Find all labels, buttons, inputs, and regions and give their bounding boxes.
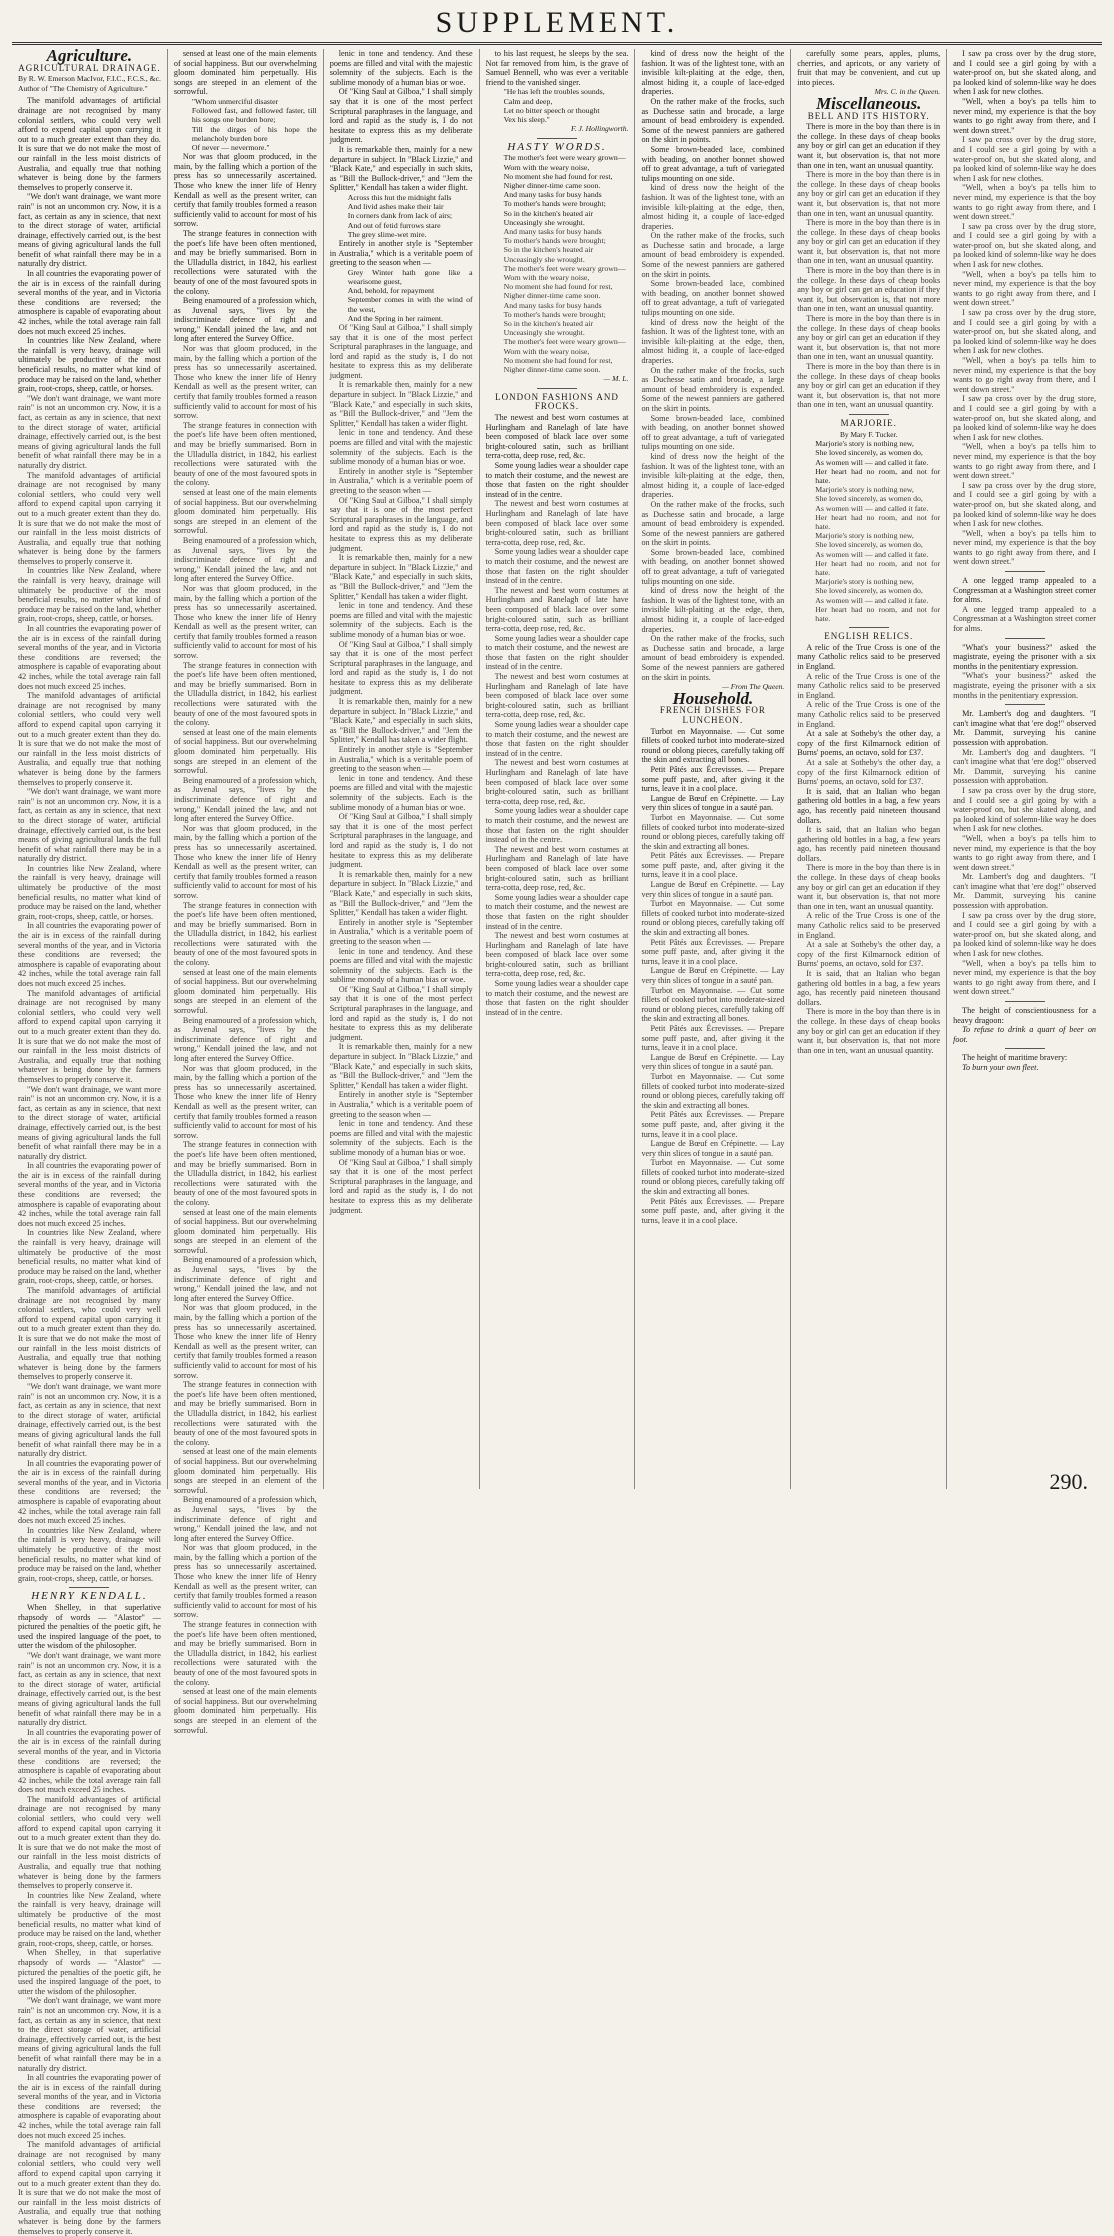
paragraph: It is remarkable then, mainly for a new departure in subject. In "Black Lizzie," and "Black Kate," and especially in such skits, as "Bill the Bullock-driver," and "Jem the Splitter," Kendall has taken a wider flight. [329,1042,473,1090]
verse-line: Till the dirges of his hope the melancholy burden bore [191,124,317,143]
paragraph: Some young ladies wear a shoulder cape to match their costume, and the newest are those that fasten on the right shoulder instead of in the centre. [485,547,629,586]
paragraph: In all countries the evaporating power of the air is in excess of the rainfall during several months of the year, and in Victoria these conditions are reversed; the atmosphere is capable of evaporating about 42 inches, while the total average rain fall does not much exceed 25 inches. [18,624,161,691]
paragraph: Nor was that gloom produced, in the main, by the falling which a portion of the press has so unnecessarily ascertained. Those who knew the inner life of Henry Kendall as well as the present writer, can certify that family troubles formed a reason sufficiently valid to account for most of his sorrow. [173,1543,317,1620]
paragraph: Turbot en Mayonnaise. — Cut some fillets of cooked turbot into moderate-sized round or oblong pieces, carefully taking off the skin and extracting all bones. [641,899,785,938]
poem-verse [486,153,629,227]
divider [849,627,889,628]
attribution: Mrs. C. in the Queen. [874,87,941,97]
paragraph: Langue de Bœuf en Crépinette. — Lay very thin slices of tongue in a sauté pan. [641,880,785,899]
verse-line: And livid ashes make their lair [347,202,444,212]
verse-line: No moment she had found for rest, [503,282,613,292]
paragraph: The strange features in connection with the poet's life have been often mentioned, and may be briefly summarised. Born in the Ulladulla district, in 1842, his earliest recollections were saturated with the beauty of one of the most favoured spots in the colony. [173,1380,317,1447]
paragraph: sensed at least one of the main elements of social happiness. But our overwhelming gloom dominated him perpetually. His songs are steeped in an element of the sorrowful. [173,49,317,97]
paragraph: In countries like New Zealand, where the rainfall is very heavy, drainage will ultimately be productive of the most beneficial results, no matter what kind of produce may be raised on the land, whether grain, root-crops, sheep, cattle, or horses. [18,1525,161,1583]
paragraph: In all countries the evaporating power of the air is in excess of the rainfall during several months of the year, and in Victoria these conditions are reversed; the atmosphere is capable of evaporating about 42 inches, while the total average rain fall does not much exceed 25 inches. [18,921,161,988]
paragraph: "What's your business?" asked the magistrate, eyeing the prisoner with a six months in the penitentiary expression. [953,642,1097,671]
verse-line: Across this hut the midnight falls [347,192,452,202]
paragraph: The manifold advantages of artificial drainage are not recognised by many colonial settlers, who could very well afford to expend capital upon carrying it out to a much greater extent than they do. It is sure that we do not make the most of our rainfall in the less moist districts of Australia, and equally true that nothing whatever is being done by the farmers themselves to properly conserve it. [18,1794,161,1891]
paragraph: kind of dress now the height of the fashion. It was of the lightest tone, with an invisible kilt-plaiting at the edge, then, almost hiding it, a couple of lace-edged draperies. [641,586,785,634]
verse-line: "Whom unmerciful disaster [191,96,279,106]
paragraph: Some brown-beaded lace, combined with beading, on another bonnet showed off to great advantage, a tuft of variegated tulips mounting on one side. [641,144,785,183]
paragraph: "We don't want drainage, we want more rain" is not an uncommon cry. Now, it is a fact, as certain as any in science, that next to the direct storage of water, artificial drainage, effectively carried out, is the best means of giving agricultural lands the full benefit of what rainfall there may be in a naturally dry district. [18,787,161,864]
verse-line: And, behold, for repayment [347,286,435,296]
verse-line: Let no bitter speech or thought [503,105,600,115]
paragraph: "Well, when a boy's pa tells him to never mind, my experience is that the boy wants to go right away from there, and I went down street." [953,356,1097,394]
paragraph: A one legged tramp appealed to a Congressman at a Washington street corner for alms. [953,604,1097,634]
paragraph: On the rather make of the frocks, such as Duchesse satin and brocade, a large amount of bead embroidery is expended. Some of the newest panniers are gathered on the skirt in points. [641,365,785,413]
article-title-bell: BELL AND ITS HISTORY. [807,110,930,121]
section-heading-household: Household. [672,688,754,708]
article-title-drainage: AGRICULTURAL DRAINAGE. [18,62,161,73]
paragraph: Entirely in another style is "September in Australia," which is a veritable poem of greeting to the season when — [329,466,473,496]
paragraph: Petit Pâtés aux Écrevisses. — Prepare some puff paste, and, after giving it the turns, leave it in a cool place. [641,851,785,880]
paragraph: In countries like New Zealand, where the rainfall is very heavy, drainage will ultimately be productive of the most beneficial results, no matter what kind of produce may be raised on the land, whether grain, root-crops, sheep, cattle, or horses. [18,336,161,394]
poem-verse [330,268,473,323]
paragraph: sensed at least one of the main elements of social happiness. But our overwhelming gloom dominated him perpetually. His songs are steeped in an element of the sorrowful. [173,967,317,1016]
paragraph: To refuse to drink a quart of beer on foot. [953,1025,1097,1044]
paragraph: I saw pa cross over by the drug store, and I could see a girl going by with a water-proof on, but she skated along, and pa looked kind of solemn-like way he does when I ask for new clothes. [953,135,1097,183]
paragraph: The strange features in connection with the poet's life have been often mentioned, and may be briefly summarised. Born in the Ulladulla district, in 1842, his earliest recollections were saturated with the beauty of one of the most favoured spots in the colony. [173,228,317,296]
paragraph: I saw pa cross over by the drug store, and I could see a girl going by with a water-proof on, but she skated along, and pa looked kind of solemn-like way he does when I ask for new clothes. [953,308,1097,356]
paragraph: "Well, when a boy's pa tells him to never mind, my experience is that the boy wants to go right away from there, and I went down street." [953,442,1097,481]
paragraph: "Well, when a boy's pa tells him to never mind, my experience is that the boy wants to go right away from there, and I went down street." [953,96,1097,135]
paragraph: Mr. Lambert's dog and daughters. "I can't imagine what that 'ere dog!" observed Mr. Dammit, surveying his canine possession with approbation. [953,709,1097,747]
verse-line: Unceasingly she wrought. [503,254,585,264]
paragraph: Entirely in another style is "September in Australia," which is a veritable poem of greeting to the season when — [329,1090,473,1119]
divider [537,388,577,389]
paragraph: lenic in tone and tendency. And these poems are filled and vital with the majestic solemnity of the subjects. Each is the sublime monody of a human bias or woe. [329,773,473,812]
paragraph: I saw pa cross over by the drug store, and I could see a girl going by with a water-proof on, but she skated along, and pa looked kind of solemn-like way he does when I ask for new clothes. [953,785,1097,834]
verse-line: Nigher dinner-time came soon. [503,291,601,301]
verse-line: Worn with the weary noise, [503,162,590,172]
verse-line: And the Spring in her raiment. [347,313,443,323]
paragraph: The strange features in connection with the poet's life have been often mentioned, and may be briefly summarised. Born in the Ulladulla district, in 1842, his earliest recollections were saturated with the beauty of one of the most favoured spots in the colony. [173,660,317,728]
column-2 [168,49,324,1735]
paragraph: In countries like New Zealand, where the rainfall is very heavy, drainage will ultimately be productive of the most beneficial results, no matter what kind of produce may be raised on the land, whether grain, root-crops, sheep, cattle, or horses. [18,1228,161,1286]
paragraph: Some young ladies wear a shoulder cape to match their costume, and the newest are those that fasten on the right shoulder instead of in the centre. [485,979,629,1017]
column-3 [324,49,480,1489]
paragraph: Some young ladies wear a shoulder cape to match their costume, and the newest are those that fasten on the right shoulder instead of in the centre. [485,806,629,845]
column-4 [480,49,636,1489]
paragraph: Petit Pâtés aux Écrevisses. — Prepare some puff paste, and, after giving it the turns, leave it in a cool place. [641,764,785,794]
paragraph: The newest and best worn costumes at Hurlingham and Ranelagh of late have been composed of black lace over some bright-coloured satin, such as brilliant terra-cotta, deep rose, red, &c. [485,844,629,893]
paragraph: sensed at least one of the main elements of social happiness. But our overwhelming gloom dominated him perpetually. His songs are steeped in an element of the sorrowful. [173,1207,317,1255]
paragraph: Nor was that gloom produced, in the main, by the falling which a portion of the press has so unnecessarily ascertained. Those who knew the inner life of Henry Kendall as well as the present writer, can certify that family troubles formed a reason sufficiently valid to account for most of his sorrow. [173,344,317,421]
verse-line: She loved sincerely, as women do, [815,494,923,504]
poem-verse [486,87,629,124]
verse-line: Calm and deep, [503,96,553,106]
paragraph: "Well, when a boy's pa tells him to never mind, my experience is that the boy wants to go right away from there, and I went down street." [953,183,1097,222]
paragraph: A one legged tramp appealed to a Congressman at a Washington street corner for alms. [953,576,1097,605]
poem-title-hasty-words: HASTY WORDS. [507,140,607,153]
paragraph: Being enamoured of a profession which, as Juvenal says, "lives by the indiscriminate defence of right and wrong," Kendall joined the law, and not long after entered the Survey Office. [173,535,317,584]
paragraph: carefully some pears, apples, plums, cherries, and apricots, or any variety of fruit that may be convenient, and cut up into pieces. [797,49,941,87]
verse-line: Her heart had no room, and not for hate. [815,558,941,577]
paragraph: In all countries the evaporating power of the air is in excess of the rainfall during several months of the year, and in Victoria these conditions are reversed; the atmosphere is capable of evaporating about 42 inches, while the total average rain fall does not much exceed 25 inches. [18,1458,161,1526]
verse-line: She loved sincerely, as women do, [815,540,923,550]
paragraph: In countries like New Zealand, where the rainfall is very heavy, drainage will ultimately be productive of the most beneficial results, no matter what kind of produce may be raised on the land, whether grain, root-crops, sheep, cattle, or horses. [18,566,161,624]
paragraph: Turbot en Mayonnaise. — Cut some fillets of cooked turbot into moderate-sized round or oblong pieces, carefully taking off the skin and extracting all bones. [641,726,785,765]
verse-line: And many tasks for busy hands [503,190,602,200]
paragraph: The strange features in connection with the poet's life have been often mentioned, and may be briefly summarised. Born in the Ulladulla district, in 1842, his earliest recollections were saturated with the beauty of one of the most favoured spots in the colony. [173,1620,317,1687]
verse-line: To mother's hands were brought; [503,199,606,209]
paragraph: Entirely in another style is "September in Australia," which is a veritable poem of greeting to the season when — [329,917,473,946]
section-heading-miscellaneous: Miscellaneous. [816,93,922,113]
paragraph: "What's your business?" asked the magistrate, eyeing the prisoner with a six months in the penitentiary expression. [953,671,1097,700]
paragraph: In all countries the evaporating power of the air is in excess of the rainfall during several months of the year, and in Victoria these conditions are reversed; the atmosphere is capable of evaporating about 42 inches, while the total average rain fall does not much exceed 25 inches. [18,1727,161,1795]
verse-line: As women will — and called it fate. [815,595,929,605]
verse-line: To mother's hands were brought; [503,309,606,319]
paragraph: To burn your own fleet. [962,1062,1039,1072]
paragraph: Turbot en Mayonnaise. — Cut some fillets of cooked turbot into moderate-sized round or oblong pieces, carefully taking off the skin and extracting all bones. [641,985,785,1024]
paragraph: At a sale at Sotheby's the other day, a copy of the first Kilmarnock edition of Burns' poems, an octavo, sold for £37. [797,940,941,969]
paragraph: In all countries the evaporating power of the air is in excess of the rainfall during several months of the year, and in Victoria these conditions are reversed; the atmosphere is capable of evaporating about 42 inches, while the total average rain fall does not much exceed 25 inches. [18,269,161,336]
paragraph: Of "King Saul at Gilboa," I shall simply say that it is one of the most perfect Scriptural paraphrases in the language, and lord and rapid as the study is, I do not hesitate to express this as my deliberate judgment. [329,812,473,870]
paragraph: It is remarkable then, mainly for a new departure in subject. In "Black Lizzie," and "Black Kate," and especially in such skits, as "Bill the Bullock-driver," and "Jem the Splitter," Kendall has taken a wider flight. [329,380,473,428]
paragraph: On the rather make of the frocks, such as Duchesse satin and brocade, a large amount of bead embroidery is expended. Some of the newest panniers are gathered on the skirt in points. [641,499,785,548]
paragraph: Petit Pâtés aux Écrevisses. — Prepare some puff paste, and, after giving it the turns, leave it in a cool place. [641,1110,785,1139]
paragraph: On the rather make of the frocks, such as Duchesse satin and brocade, a large amount of bead embroidery is expended. Some of the newest panniers are gathered on the skirt in points. [641,634,785,682]
paragraph: On the rather make of the frocks, such as Duchesse satin and brocade, a large amount of bead embroidery is expended. Some of the newest panniers are gathered on the skirt in points. [641,231,785,279]
attribution: — M. L. [603,374,629,384]
paragraph: Mr. Lambert's dog and daughters. "I can't imagine what that 'ere dog!" observed Mr. Dammit, surveying his canine possession with approbation. [953,872,1097,911]
paragraph: kind of dress now the height of the fashion. It was of the lightest tone, with an invisible kilt-plaiting at the edge, then, almost hiding it, a couple of lace-edged draperies. [641,49,785,97]
byline: By Mary F. Tucker. [839,429,898,439]
paragraph: A relic of the True Cross is one of the many Catholic relics said to be preserved in England. [797,911,941,940]
paragraph: There is more in the boy than there is in the college. In these days of cheap books any boy or girl can get an education if they want it, but observation is, that not more than one in ten, want an unusual quantity. [797,863,941,911]
verse-line: As women will — and called it fate. [815,503,929,513]
verse-line: Her heart had no room, and not for hate. [815,604,941,624]
paragraph: The strange features in connection with the poet's life have been often mentioned, and may be briefly summarised. Born in the Ulladulla district, in 1842, his earliest recollections were saturated with the beauty of one of the most favoured spots in the colony. [173,420,317,488]
paragraph: Nor was that gloom produced, in the main, by the falling which a portion of the press has so unnecessarily ascertained. Those who knew the inner life of Henry Kendall as well as the present writer, can certify that family troubles formed a reason sufficiently valid to account for most of his sorrow. [173,583,317,661]
paragraph: Turbot en Mayonnaise. — Cut some fillets of cooked turbot into moderate-sized round or oblong pieces, carefully taking off the skin and extracting all bones. [641,812,785,851]
paragraph: Of "King Saul at Gilboa," I shall simply say that it is one of the most perfect Scriptural paraphrases in the language, and lord and rapid as the study is, I do not hesitate to express this as my deliberate judgment. [329,1157,473,1215]
divider [1005,704,1045,705]
paragraph: It is remarkable then, mainly for a new departure in subject. In "Black Lizzie," and "Black Kate," and especially in such skits, as "Bill the Bullock-driver," and "Jem the Splitter," Kendall has taken a wider flight. [329,144,473,193]
paragraph: At a sale at Sotheby's the other day, a copy of the first Kilmarnock edition of Burns' poems, an octavo, sold for £37. [797,757,941,787]
paragraph: sensed at least one of the main elements of social happiness. But our overwhelming gloom dominated him perpetually. His songs are steeped in an element of the sorrowful. [173,1447,317,1495]
column-5 [635,49,791,1489]
paragraph: kind of dress now the height of the fashion. It was of the lightest tone, with an invisible kilt-plaiting at the edge, then, almost hiding it, a couple of lace-edged draperies. [641,451,785,500]
divider [849,414,889,415]
paragraph: When Shelley, in that superlative rhapsody of words — "Alastor" — pictured the penalties of the poetic gift, he used the inspired language of the poet, to utter the wisdom of the philosopher. [18,1948,161,1996]
paragraph: lenic in tone and tendency. And these poems are filled and vital with the majestic solemnity of the subjects. Each is the sublime monody of a human bias or woe. [329,601,473,639]
paragraph: kind of dress now the height of the fashion. It was of the lightest tone, with an invisible kilt-plaiting at the edge, then, almost hiding it, a couple of lace-edged draperies. [641,317,785,365]
verse-line: Her heart had no room, and not for hate. [815,466,941,485]
paragraph: The newest and best worn costumes at Hurlingham and Ranelagh of late have been composed of black lace over some bright-coloured satin, such as brilliant terra-cotta, deep rose, red, &c. [485,413,629,461]
paragraph: Some brown-beaded lace, combined with beading, on another bonnet showed off to great advantage, a tuft of variegated tulips mounting on one side. [641,413,785,452]
paragraph: Some brown-beaded lace, combined with beading, on another bonnet showed off to great advantage, a tuft of variegated tulips mounting on one side. [641,547,785,586]
paragraph: lenic in tone and tendency. And these poems are filled and vital with the majestic solemnity of the subjects. Each is the sublime monody of a human bias or woe. [329,946,473,985]
paragraph: It is said, that an Italian who began gathering old bottles in a bag, a few years ago, has recently paid nineteen thousand dollars. [797,825,941,863]
paragraph: In countries like New Zealand, where the rainfall is very heavy, drainage will ultimately be productive of the most beneficial results, no matter what kind of produce may be raised on the land, whether grain, root-crops, sheep, cattle, or horses. [18,863,161,921]
attribution: — From The Queen. [722,682,785,692]
paragraph: I saw pa cross over by the drug store, and I could see a girl going by with a water-proof on, but she skated along, and pa looked kind of solemn-like way he does when I ask for new clothes. [953,49,1097,97]
paragraph: lenic in tone and tendency. And these poems are filled and vital with the majestic solemnity of the subjects. Each is the sublime monody of a human bias or woe. [329,1119,473,1157]
paragraph: "We don't want drainage, we want more rain" is not an uncommon cry. Now, it is a fact, as certain as any in science, that next to the direct storage of water, artificial drainage, effectively carried out, is the best means of giving agricultural lands the full benefit of what rainfall there may be in a naturally dry district. [18,393,161,470]
paragraph: It is remarkable then, mainly for a new departure in subject. In "Black Lizzie," and "Black Kate," and especially in such skits, as "Bill the Bullock-driver," and "Jem the Splitter," Kendall has taken a wider flight. [329,869,473,918]
poem-verse [174,97,317,152]
paragraph: sensed at least one of the main elements of social happiness. But our overwhelming gloom dominated him perpetually. His songs are steeped in an element of the sorrowful. [173,727,317,776]
paragraph: to his last request, he sleeps by the sea. Not far removed from him, is the grave of Samuel Bennell, who was ever a veritable friend to the vanished singer. [485,49,629,87]
paragraph: It is remarkable then, mainly for a new departure in subject. In "Black Lizzie," and "Black Kate," and especially in such skits, as "Bill the Bullock-driver," and "Jem the Splitter," Kendall has taken a wider flight. [329,553,473,601]
verse-line: She loved sincerely, as women do, [815,448,923,458]
paragraph: sensed at least one of the main elements of social happiness. But our overwhelming gloom dominated him perpetually. His songs are steeped in an element of the sorrowful. [173,487,317,536]
verse-line: Marjorie's story is nothing new, [815,439,914,449]
poem-verse [797,485,940,623]
paragraph: The strange features in connection with the poet's life have been often mentioned, and may be briefly summarised. Born in the Ulladulla district, in 1842, his earliest recollections were saturated with the beauty of one of the most favoured spots in the colony. [173,900,317,968]
paragraph: Entirely in another style is "September in Australia," which is a veritable poem of greeting to the season when — [329,238,473,268]
paragraph: It is said, that an Italian who began gathering old bottles in a bag, a few years ago, has recently paid nineteen thousand dollars. [797,969,941,1007]
divider [1005,1048,1045,1049]
paragraph: Nor was that gloom produced, in the main, by the falling which a portion of the press has so unnecessarily ascertained. Those who knew the inner life of Henry Kendall as well as the present writer, can certify that family troubles formed a reason sufficiently valid to account for most of his sorrow. [173,152,317,229]
divider [1005,571,1045,572]
verse-line: Marjorie's story is nothing new, [815,485,914,495]
paragraph: Langue de Bœuf en Crépinette. — Lay very thin slices of tongue in a sauté pan. [641,793,785,813]
paragraph: Being enamoured of a profession which, as Juvenal says, "lives by the indiscriminate defence of right and wrong," Kendall joined the law, and not long after entered the Survey Office. [173,775,317,824]
verse-line: As women will — and called it fate. [815,457,929,467]
masthead-rule [12,42,1102,45]
paragraph: Some brown-beaded lace, combined with beading, on another bonnet showed off to great advantage, a tuft of variegated tulips mounting on one side. [641,279,785,318]
column-6 [791,49,947,1489]
paragraph: "Well, when a boy's pa tells him to never mind, my experience is that the boy wants to go right away from there, and I went down street." [953,528,1097,567]
paragraph: The manifold advantages of artificial drainage are not recognised by many colonial settlers, who could very well afford to expend capital upon carrying it out to a much greater extent than they do. It is sure that we do not make the most of our rainfall in the less moist districts of Australia, and equally true that nothing whatever is being done by the farmers themselves to properly conserve it. [18,96,161,192]
divider [1005,638,1045,639]
paragraph: Langue de Bœuf en Crépinette. — Lay very thin slices of tongue in a sauté pan. [641,1052,785,1072]
paragraph: A relic of the True Cross is one of the many Catholic relics said to be preserved in England. [797,642,941,671]
paragraph: I saw pa cross over by the drug store, and I could see a girl going by with a water-proof on, but she skated along, and pa looked kind of solemn-like way he does when I ask for new clothes. [953,910,1097,959]
poem-title-marjorie: MARJORIE. [840,417,897,428]
paragraph: In all countries the evaporating power of the air is in excess of the rainfall during several months of the year, and in Victoria these conditions are reversed; the atmosphere is capable of evaporating about 42 inches, while the total average rain fall does not much exceed 25 inches. [18,2073,161,2140]
paragraph: Some young ladies wear a shoulder cape to match their costume, and the newest are those that fasten on the right shoulder instead of in the centre. [485,461,629,499]
paragraph: Nor was that gloom produced, in the main, by the falling which a portion of the press has so unnecessarily ascertained. Those who knew the inner life of Henry Kendall as well as the present writer, can certify that family troubles formed a reason sufficiently valid to account for most of his sorrow. [173,1063,317,1140]
paragraph: "Well, when a boy's pa tells him to never mind, my experience is that the boy wants to go right away from there, and I went down street." [953,269,1097,308]
paragraph: "We don't want drainage, we want more rain" is not an uncommon cry. Now, it is a fact, as certain as any in science, that next to the direct storage of water, artificial drainage, effectively carried out, is the best means of giving agricultural lands the full benefit of what rainfall there may be in a naturally dry district. [18,1084,161,1161]
poem-verse [330,193,473,239]
attribution: F. J. Hollingworth. [570,124,629,134]
paragraph: sensed at least one of the main elements of social happiness. But our overwhelming gloom dominated him perpetually. His songs are steeped in an element of the sorrowful. [173,1687,317,1735]
verse-line: Nigher dinner-time came soon. [503,180,601,190]
paragraph: Being enamoured of a profession which, as Juvenal says, "lives by the indiscriminate defence of right and wrong," Kendall joined the law, and not long after entered the Survey Office. [173,1495,317,1543]
paragraph: lenic in tone and tendency. And these poems are filled and vital with the majestic solemnity of the subjects. Each is the sublime monody of a human bias or woe. [329,49,473,87]
paragraph: It is said, that an Italian who began gathering old bottles in a bag, a few years ago, has recently paid nineteen thousand dollars. [797,786,941,825]
verse-line: As women will — and called it fate. [815,549,929,559]
paragraph: Some young ladies wear a shoulder cape to match their costume, and the newest are those that fasten on the right shoulder instead of in the centre. [485,720,629,758]
verse-line: Worn with the weary noise, [503,346,590,356]
paragraph: There is more in the boy than there is in the college. In these days of cheap books any boy or girl can get an education if they want it, but observation is, that not more than one in ten, want an unusual quantity. [797,314,941,362]
verse-line: She loved sincerely, as women do, [815,586,923,596]
paragraph: The newest and best worn costumes at Hurlingham and Ranelagh of late have been composed of black lace over some bright-coloured satin, such as brilliant terra-cotta, deep rose, red, &c. [485,931,629,979]
paragraph: The manifold advantages of artificial drainage are not recognised by many colonial settlers, who could very well afford to expend capital upon carrying it out to a much greater extent than they do. It is sure that we do not make the most of our rainfall in the less moist districts of Australia, and equally true that nothing whatever is being done by the farmers themselves to properly conserve it. [18,1286,161,1382]
paragraph: Of "King Saul at Gilboa," I shall simply say that it is one of the most perfect Scriptural paraphrases in the language, and lord and rapid as the study is, I do not hesitate to express this as my deliberate judgment. [329,495,473,553]
divider [1005,1001,1045,1002]
paragraph: A relic of the True Cross is one of the many Catholic relics said to be preserved in England. [797,671,941,700]
paragraph: "We don't want drainage, we want more rain" is not an uncommon cry. Now, it is a fact, as certain as any in science, that next to the direct storage of water, artificial drainage, effectively carried out, is the best means of giving agricultural lands the full benefit of what rainfall there may be in a naturally dry district. [18,1650,161,1728]
paragraph: "We don't want drainage, we want more rain" is not an uncommon cry. Now, it is a fact, as certain as any in science, that next to the direct storage of water, artificial drainage, effectively carried out, is the best means of giving agricultural lands the full benefit of what rainfall there may be in a naturally dry district. [18,1996,161,2073]
paragraph: kind of dress now the height of the fashion. It was of the lightest tone, with an invisible kilt-plaiting at the edge, then, almost hiding it, a couple of lace-edged draperies. [641,183,785,231]
paragraph: Of "King Saul at Gilboa," I shall simply say that it is one of the most perfect Scriptural paraphrases in the language, and lord and rapid as the study is, I do not hesitate to express this as my deliberate judgment. [329,984,473,1042]
paragraph: Turbot en Mayonnaise. — Cut some fillets of cooked turbot into moderate-sized round or oblong pieces, carefully taking off the skin and extracting all bones. [641,1158,785,1197]
verse-line: Marjorie's story is nothing new, [815,531,914,541]
paragraph: "We don't want drainage, we want more rain" is not an uncommon cry. Now, it is a fact, as certain as any in science, that next to the direct storage of water, artificial drainage, effectively carried out, is the best means of giving agricultural lands the full benefit of what rainfall there may be in a naturally dry district. [18,1381,161,1459]
verse-line: The grey slime-wet mire. [347,229,427,239]
verse-line: So in the kitchen's heated air [503,319,594,329]
paragraph: The height of maritime bravery: [962,1053,1068,1063]
paragraph: Petit Pâtés aux Écrevisses. — Prepare some puff paste, and, after giving it the turns, leave it in a cool place. [641,1023,785,1053]
paragraph: There is more in the boy than there is in the college. In these days of cheap books any boy or girl can get an education if they want it, but observation is, that not more than one in ten, want an unusual quantity. [797,218,941,266]
paragraph: The newest and best worn costumes at Hurlingham and Ranelagh of late have been composed of black lace over some bright-coloured satin, such as brilliant terra-cotta, deep rose, red, &c. [485,585,629,634]
column-7 [947,49,1102,1489]
verse-line: Unceasingly she wrought. [503,328,585,338]
paragraph: Nor was that gloom produced, in the main, by the falling which a portion of the press has so unnecessarily ascertained. Those who knew the inner life of Henry Kendall as well as the present writer, can certify that family troubles formed a reason sufficiently valid to account for most of his sorrow. [173,1303,317,1380]
paragraph: On the rather make of the frocks, such as Duchesse satin and brocade, a large amount of bead embroidery is expended. Some of the newest panniers are gathered on the skirt in points. [641,96,785,145]
paragraph: The newest and best worn costumes at Hurlingham and Ranelagh of late have been composed of black lace over some bright-coloured satin, such as brilliant terra-cotta, deep rose, red, &c. [485,758,629,806]
verse-line: The mother's feet were weary grown— [503,263,626,273]
paragraph: The manifold advantages of artificial drainage are not recognised by many colonial settlers, who could very well afford to expend capital upon carrying it out to a much greater extent than they do. It is sure that we do not make the most of our rainfall in the less moist districts of Australia, and equally true that nothing whatever is being done by the farmers themselves to properly conserve it. [18,691,161,787]
verse-line: Vex his sleep." [503,114,550,124]
paragraph: It is remarkable then, mainly for a new departure in subject. In "Black Lizzie," and "Black Kate," and especially in such skits, as "Bill the Bullock-driver," and "Jem the Splitter," Kendall has taken a wider flight. [329,697,473,745]
paragraph: Turbot en Mayonnaise. — Cut some fillets of cooked turbot into moderate-sized round or oblong pieces, carefully taking off the skin and extracting all bones. [641,1071,785,1110]
paragraph: Some young ladies wear a shoulder cape to match their costume, and the newest are those that fasten on the right shoulder instead of in the centre. [485,633,629,672]
article-title-french-dishes: FRENCH DISHES FOR LUNCHEON. [659,705,766,725]
paragraph: Petit Pâtés aux Écrevisses. — Prepare some puff paste, and, after giving it the turns, leave it in a cool place. [641,1196,785,1225]
verse-line: And many tasks for busy hands [503,300,602,310]
paragraph: At a sale at Sotheby's the other day, a copy of the first Kilmarnock edition of Burns' poems, an octavo, sold for £37. [797,729,941,758]
section-heading-agriculture: Agriculture. [46,46,133,65]
divider [69,1587,109,1588]
paragraph: I saw pa cross over by the drug store, and I could see a girl going by with a water-proof on, but she skated along, and pa looked kind of solemn-like way he does when I ask for new clothes. [953,221,1097,270]
paragraph: In countries like New Zealand, where the rainfall is very heavy, drainage will ultimately be productive of the most beneficial results, no matter what kind of produce may be raised on the land, whether grain, root-crops, sheep, cattle, or horses. [18,1890,161,1948]
paragraph: There is more in the boy than there is in the college. In these days of cheap books any boy or girl can get an education if they want it, but observation is, that not more than one in ten, want an unusual quantity. [797,266,941,314]
paragraph: Being enamoured of a profession which, as Juvenal says, "lives by the indiscriminate defence of right and wrong," Kendall joined the law, and not long after entered the Survey Office. [173,296,317,344]
verse-line: Nigher dinner-time came soon. [503,365,601,375]
masthead: SUPPLEMENT. [435,6,679,39]
paragraph: There is more in the boy than there is in the college. In these days of cheap books any boy or girl can get an education if they want it, but observation is, that not more than one in ten, want an unusual quantity. [797,362,941,410]
paragraph: Being enamoured of a profession which, as Juvenal says, "lives by the indiscriminate defence of right and wrong," Kendall joined the law, and not long after entered the Survey Office. [173,1015,317,1063]
verse-line: No moment she had found for rest, [503,355,613,365]
verse-line: Unceasingly she wrought. [503,217,585,227]
paragraph: "We don't want drainage, we want more rain" is not an uncommon cry. Now, it is a fact, as certain as any in science, that next to the direct storage of water, artificial drainage, effectively carried out, is the best means of giving agricultural lands the full benefit of what rainfall there may be in a naturally dry district. [18,192,161,269]
paragraph: "Well, when a boy's pa tells him to never mind, my experience is that the boy wants to go right away from there, and I went down street." [953,958,1097,997]
paragraph: Of "King Saul at Gilboa," I shall simply say that it is one of the most perfect Scriptural paraphrases in the language, and lord and rapid as the study is, I do not hesitate to express this as my deliberate judgment. [329,322,473,380]
paragraph: Of "King Saul at Gilboa," I shall simply say that it is one of the most perfect Scriptural paraphrases in the language, and lord and rapid as the study is, I do not hesitate to express this as my deliberate judgment. [329,639,473,697]
verse-line: So in the kitchen's heated air [503,208,594,218]
paragraph: Petit Pâtés aux Écrevisses. — Prepare some puff paste, and, after giving it the turns, leave it in a cool place. [641,937,785,966]
paragraph: Being enamoured of a profession which, as Juvenal says, "lives by the indiscriminate defence of right and wrong," Kendall joined the law, and not long after entered the Survey Office. [173,1255,317,1303]
verse-line: "He has left the troubles sounds, [503,87,605,97]
article-title-kendall: HENRY KENDALL. [31,1590,148,1603]
paragraph: The manifold advantages of artificial drainage are not recognised by many colonial settlers, who could very well afford to expend capital upon carrying it out to a much greater extent than they do. It is sure that we do not make the most of our rainfall in the less moist districts of Australia, and equally true that nothing whatever is being done by the farmers themselves to properly conserve it. [18,988,161,1084]
verse-line: Her heart had no room, and not for hate. [815,512,941,531]
paragraph: Of "King Saul at Gilboa," I shall simply say that it is one of the most perfect Scriptural paraphrases in the language, and lord and rapid as the study is, I do not hesitate to express this as my deliberate judgment. [329,87,473,145]
page-number: 290. [1049,1469,1088,1494]
verse-line: No moment she had found for rest, [503,171,613,181]
verse-line: September comes in with the wind of the west, [347,295,473,314]
verse-line: And many tasks for busy hands [503,227,602,236]
paragraph: "Well, when a boy's pa tells him to never mind, my experience is that the boy wants to go right away from there, and I went down street." [953,833,1097,872]
paragraph: Some young ladies wear a shoulder cape to match their costume, and the newest are those that fasten on the right shoulder instead of in the centre. [485,892,629,931]
paragraph: The height of conscientiousness for a heavy dragoon: [953,1006,1097,1025]
verse-line: And out of fetid furrows stare [347,220,441,230]
verse-line: Worn with the weary noise, [503,273,590,283]
divider [537,138,577,139]
paragraph: There is more in the boy than there is in the college. In these days of cheap books any boy or girl can get an education if they want it, but observation is, that not more than one in ten, want an unusual quantity. [797,122,941,170]
paragraph: When Shelley, in that superlative rhapsody of words — "Alastor" — pictured the penalties of the poetic gift, he used the inspired language of the poet, to utter the wisdom of the philosopher. [18,1603,161,1651]
paragraph: Nor was that gloom produced, in the main, by the falling which a portion of the press has so unnecessarily ascertained. Those who knew the inner life of Henry Kendall as well as the present writer, can certify that family troubles formed a reason sufficiently valid to account for most of his sorrow. [173,823,317,900]
paragraph: Entirely in another style is "September in Australia," which is a veritable poem of greeting to the season when — [329,745,473,774]
paragraph: The newest and best worn costumes at Hurlingham and Ranelagh of late have been composed of black lace over some bright-coloured satin, such as brilliant terra-cotta, deep rose, red, &c. [485,499,629,547]
verse-line: So in the kitchen's heated air [503,245,594,255]
paragraph: The newest and best worn costumes at Hurlingham and Ranelagh of late have been composed of black lace over some bright-coloured satin, such as brilliant terra-cotta, deep rose, red, &c. [485,672,629,720]
verse-line: To mother's hands were brought; [503,236,606,246]
verse-line: In corners dank from lack of airs; [347,211,453,221]
paragraph: In all countries the evaporating power of the air is in excess of the rainfall during several months of the year, and in Victoria these conditions are reversed; the atmosphere is capable of evaporating about 42 inches, while the total average rain fall does not much exceed 25 inches. [18,1161,161,1228]
article-title-fashions: LONDON FASHIONS AND FROCKS. [495,391,619,412]
article-title-english-relics: ENGLISH RELICS. [824,631,914,642]
paragraph: The manifold advantages of artificial drainage are not recognised by many colonial settlers, who could very well afford to expend capital upon carrying it out to a much greater extent than they do. It is sure that we do not make the most of our rainfall in the less moist districts of Australia, and equally true that nothing whatever is being done by the farmers themselves to properly conserve it. [18,2140,161,2236]
poem-verse [486,227,629,374]
verse-line: The mother's feet were weary grown— [503,337,626,347]
paragraph: I saw pa cross over by the drug store, and I could see a girl going by with a water-proof on, but she skated along, and pa looked kind of solemn-like way he does when I ask for new clothes. [953,480,1097,529]
paragraph: Langue de Bœuf en Crépinette. — Lay very thin slices of tongue in a sauté pan. [641,966,785,985]
paragraph: Langue de Bœuf en Crépinette. — Lay very thin slices of tongue in a sauté pan. [641,1139,785,1158]
paragraph: lenic in tone and tendency. And these poems are filled and vital with the majestic solemnity of the subjects. Each is the sublime monody of a human bias or woe. [329,428,473,467]
verse-line: The mother's feet were weary grown— [503,153,626,163]
column-1 [12,46,168,2236]
paragraph: I saw pa cross over by the drug store, and I could see a girl going by with a water-proof on, but she skated along, and pa looked kind of solemn-like way he does when I ask for new clothes. [953,394,1097,442]
paragraph: The manifold advantages of artificial drainage are not recognised by many colonial settlers, who could very well afford to expend capital upon carrying it out to a much greater extent than they do. It is sure that we do not make the most of our rainfall in the less moist districts of Australia, and equally true that nothing whatever is being done by the farmers themselves to properly conserve it. [18,470,161,566]
verse-line: Of never — nevermore." [191,142,270,152]
verse-line: Marjorie's story is nothing new, [815,577,914,587]
verse-line: Grey Winter hath gone like a wearisome guest, [347,267,473,286]
paragraph: The strange features in connection with the poet's life have been often mentioned, and may be briefly summarised. Born in the Ulladulla district, in 1842, his earliest recollections were saturated with the beauty of one of the most favoured spots in the colony. [173,1140,317,1207]
paragraph: There is more in the boy than there is in the college. In these days of cheap books any boy or girl can get an education if they want it, but observation is, that not more than one in ten, want an unusual quantity. [797,170,941,218]
paragraph: Mr. Lambert's dog and daughters. "I can't imagine what that 'ere dog!" observed Mr. Dammit, surveying his canine possession with approbation. [953,747,1097,786]
byline: By R. W. Emerson MacIvor, F.I.C., F.C.S., &c. Author of "The Chemistry of Agriculture." [18,74,161,93]
poem-verse [797,439,940,485]
verse-line: Followed fast, and followed faster, till his songs one burden bore; [191,106,317,125]
paragraph: There is more in the boy than there is in the college. In these days of cheap books any boy or girl can get an education if they want it, but observation is, that not more than one in ten, want an unusual quantity. [797,1007,941,1055]
paragraph: A relic of the True Cross is one of the many Catholic relics said to be preserved in England. [797,700,941,729]
column-grid [12,46,1102,2236]
